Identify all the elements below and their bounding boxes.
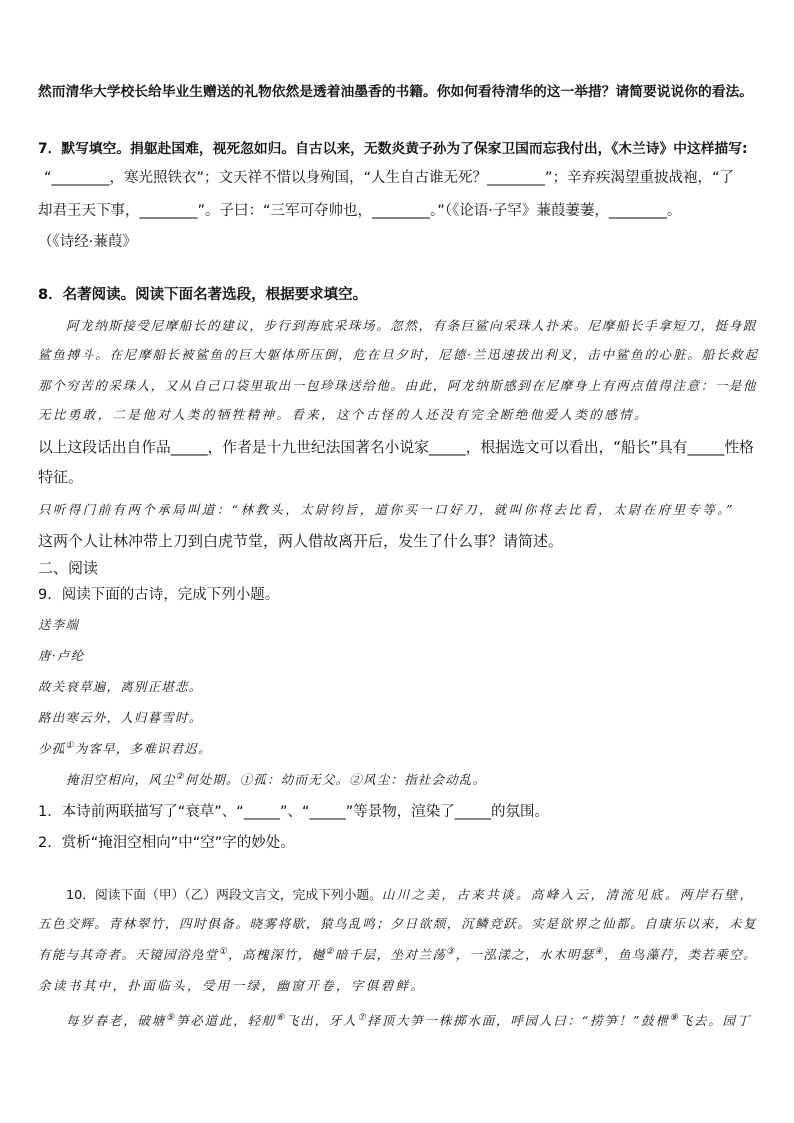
poem-line-3 bbox=[38, 739, 212, 757]
intro-question-line: 然而清华大学校长给毕业生赠送的礼物依然是透着油墨香的书籍。你如何看待清华的这一举措？请简要说说你的看法。 bbox=[38, 84, 754, 100]
footnote-mark-a1: ① bbox=[218, 946, 229, 957]
q10-text-a-start: 山川之美，古来共谈。高峰入云，清流见底。两岸石壁， bbox=[381, 887, 755, 902]
poem-line-4-with-notes bbox=[66, 770, 486, 788]
poem-line-4-a: 掩泪空相向，风尘 bbox=[66, 772, 176, 787]
q10-line-2: 五色交辉。青林翠竹，四时俱备。晓雾将歇，猿鸟乱鸣；夕日欲颓，沉鳞竞跃。实是欲界之仙都。自康乐以来，未复 bbox=[38, 916, 758, 931]
q10-line-3-d: ，一泓漾之，水木明瑟 bbox=[455, 947, 595, 962]
poem-line-3-b: 为客早，多难识君迟。 bbox=[74, 741, 212, 756]
q8-question-1b: 特征。 bbox=[38, 468, 84, 486]
q10-line-5-c: 飞出，牙人 bbox=[285, 1013, 358, 1028]
footnote-mark-b3: ⑦ bbox=[357, 1012, 368, 1023]
poem-title: 送李端 bbox=[38, 617, 80, 632]
q10-line-3-b: ，高槐深竹，樾 bbox=[228, 947, 326, 962]
q8-excerpt-2: 只听得门前有两个承局叫道：“林教头，太尉钧旨，道你买一口好刀，就叫你将去比看，太尉在府里专等。” bbox=[38, 502, 735, 517]
footnote-mark-b2: ⑥ bbox=[276, 1012, 286, 1023]
q10-line-3-e: ，鱼鸟藻荇，类若乘空。 bbox=[604, 947, 758, 962]
footnote-mark-a3: ③ bbox=[446, 946, 456, 957]
q8-heading: 8．名著阅读。阅读下面名著选段，根据要求填空。 bbox=[38, 287, 368, 303]
footnote-mark-a2: ② bbox=[325, 946, 335, 957]
q8-excerpt-line-3: 那个穷苦的采珠人，又从自己口袋里取出一包珍珠送给他。由此，阿龙纳斯感到在尼摩身上有两点值得注意：一是他 bbox=[38, 378, 758, 393]
q8-excerpt-line-1: 阿龙纳斯接受尼摩船长的建议，步行到海底采珠场。忽然，有条巨鲨向采珠人扑来。尼摩船长手拿短刀，挺身跟 bbox=[66, 318, 757, 333]
poem-line-3-a: 少孤 bbox=[38, 741, 66, 756]
q10-line-5 bbox=[66, 1011, 751, 1029]
poem-line-1: 故关衰草遍，离别正堪悲。 bbox=[38, 679, 203, 694]
footnote-mark-b4: ⑧ bbox=[669, 1012, 680, 1023]
q8-question-1a: 以上这段话出自作品_____，作者是十九世纪法国著名小说家_____，根据选文可以看出，“船长”具有_____性格 bbox=[38, 439, 754, 456]
q9-subquestion-1: 1．本诗前两联描写了“衰草”、“_____”、“_____”等景物，渲染了_____的氛围。 bbox=[38, 804, 550, 820]
poem-author: 唐·卢纶 bbox=[38, 648, 85, 663]
section-2-heading: 二、阅读 bbox=[38, 559, 99, 577]
q8-excerpt-line-2: 鲨鱼搏斗。在尼摩船长被鲨鱼的巨大躯体所压倒，危在旦夕时，尼德·兰迅速拔出利叉，击中鲨鱼的心脏。船长救起 bbox=[38, 347, 759, 362]
footnote-mark-b1: ⑤ bbox=[166, 1012, 176, 1023]
q10-line-5-a: 每岁春老，破塘 bbox=[66, 1013, 167, 1028]
q10-line-5-e: 飞去。园丁 bbox=[679, 1013, 752, 1028]
q10-line-3 bbox=[38, 945, 757, 963]
q10-line-4: 余读书其中，扑面临头，受用一绿，幽窗开卷，字俱碧鲜。 bbox=[38, 978, 426, 993]
q10-line-5-d: 择顶大笋一株掷水面，呼园人曰：“捞笋！”鼓枻 bbox=[367, 1013, 670, 1028]
q7-line-4: （《诗经·蒹葭》 bbox=[38, 234, 137, 250]
poem-line-4-b: 何处期。①孤：幼而无父。②风尘：指社会动乱。 bbox=[184, 772, 487, 787]
q7-line-2: “________，寒光照铁衣”；文天祥不惜以身殉国，“人生自古谁无死？________”；辛弃疾渴望重披战袍，“了 bbox=[44, 170, 735, 186]
footnote-mark-1: ① bbox=[65, 740, 75, 751]
q10-line-3-c: 暗千层，坐对兰荡 bbox=[334, 947, 447, 962]
q10-heading: 10．阅读下面（甲）（乙）两段文言文，完成下列小题。 bbox=[66, 888, 382, 903]
q10-line-3-a: 有能与其奇者。天镜园浴凫堂 bbox=[38, 947, 219, 962]
q7-line-1: 7．默写填空。捐躯赴国难，视死忽如归。自古以来，无数炎黄子孙为了保家卫国而忘我付出，《木兰诗》中这样描写: bbox=[38, 141, 748, 157]
q7-line-3: 却君王天下事，________”。子曰：“三军可夺帅也，________。”（《论语·子罕》蒹葭萋萋，________。 bbox=[38, 203, 682, 219]
q8-excerpt-line-4: 无比勇敢，二是他对人类的牺牲精神。看来，这个古怪的人还没有完全断绝他爱人类的感情。 bbox=[38, 407, 649, 422]
footnote-mark-2: ② bbox=[175, 771, 185, 782]
q8-question-2: 这两个人让林冲带上刀到白虎节堂，两人借故离开后，发生了什么事？请简述。 bbox=[38, 532, 564, 550]
q9-heading: 9．阅读下面的古诗，完成下列小题。 bbox=[38, 587, 280, 603]
q10-line-1 bbox=[66, 884, 754, 903]
poem-line-2: 路出寒云外，人归暮雪时。 bbox=[38, 710, 203, 725]
q9-subquestion-2: 2．赏析“掩泪空相向”中“空”字的妙处。 bbox=[38, 835, 295, 851]
q10-line-5-b: 笋必道此，轻舠 bbox=[175, 1013, 277, 1028]
footnote-mark-a4: ④ bbox=[594, 946, 605, 957]
